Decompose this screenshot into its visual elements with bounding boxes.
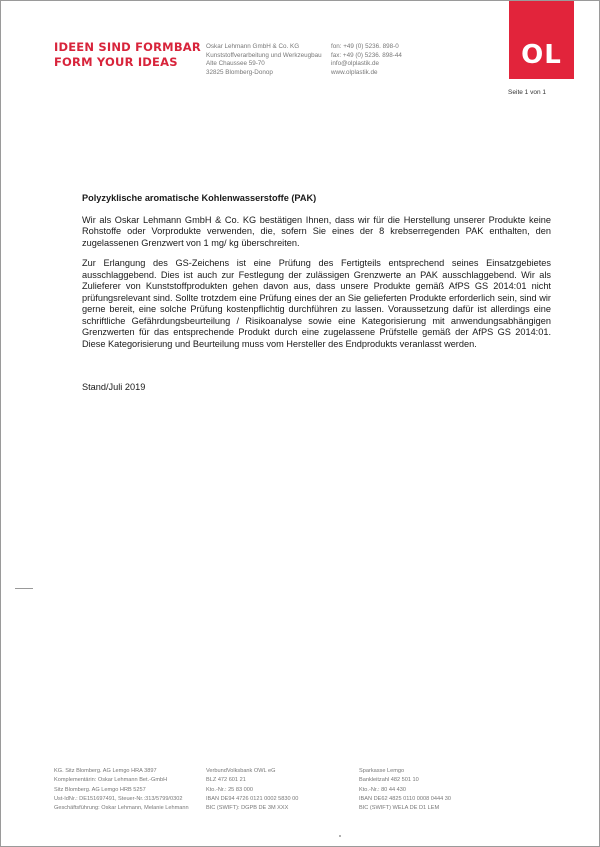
slogan-line: FORM YOUR IDEAS [54,55,178,69]
footer-bank-volksbank [206,767,298,813]
footer-bank-sparkasse [359,767,451,813]
address-line: Kunststoffverarbeitung und Werkzeugbau [206,51,322,59]
footer-line: VerbundVolksbank OWL eG [206,768,276,774]
footer-line: Kto.-Nr.: 25 83 000 [206,786,253,793]
footer-line: IBAN DE94 4726 0121 0002 5830 00 [206,795,299,802]
company-contact [331,43,402,77]
footer-line: Kto.-Nr.: 80 44 430 [359,786,406,793]
address-line: Alte Chaussee 59-70 [206,60,265,68]
footer-line: BIC (SWIFT): DGPB DE 3M XXX [206,805,289,812]
footer-line: BLZ 472 601 21 [206,777,246,784]
address-line: 32825 Blomberg-Donop [206,68,273,76]
contact-fax: fax: +49 (0) 5236. 898-44 [331,51,402,59]
contact-phone: fon: +49 (0) 5236. 898-0 [331,43,399,50]
document-date: Stand/Juli 2019 [82,382,146,392]
footer-line: Ust-IdNr.: DE151697491, Steuer-Nr.:313/5799/0302 [54,795,183,802]
footer-line: Bankleitzahl 482 501 10 [359,777,419,784]
company-slogan [54,40,201,70]
company-logo [509,1,574,79]
footer-line: BIC (SWIFT) WELA DE D1 LEM [359,805,440,812]
footer-line: Komplementärin: Oskar Lehmann Bet.-GmbH [54,777,168,784]
document-title: Polyzyklische aromatische Kohlenwasserstoffe (PAK) [82,193,317,203]
footer-line: Sitz Blomberg. AG Lemgo HRB 5257 [54,786,146,793]
document-body [82,193,551,394]
body-paragraph: Wir als Oskar Lehmann GmbH & Co. KG bestätigen Ihnen, dass wir für die Herstellung unserer Produkte keine Rohstoffe oder Vorprodukte verwenden, die, sofern Sie eines der 8 krebserregenden PAK enthalten, den zugelassenen Grenzwert von 1 mg/ kg überschreiten. [82,214,551,248]
page-number: Seite 1 von 1 [508,89,546,96]
footer-line: IBAN DE62 4825 0110 0008 0444 30 [359,795,451,802]
contact-website: www.olplastik.de [331,68,378,76]
footer-line: Sparkasse Lemgo [359,768,405,774]
footer-dot [339,835,341,837]
footer-line: KG. Sitz Blomberg. AG Lemgo HRA 3897 [54,768,157,774]
footer-company-info [54,767,189,813]
logo-text: OL [521,40,562,70]
contact-email: info@olplastik.de [331,60,380,68]
footer-line: Geschäftsführung: Oskar Lehmann, Melanie Lehmann [54,805,189,812]
body-paragraph: Zur Erlangung des GS-Zeichens ist eine Prüfung des Fertigteils entsprechend seines Einsatzgebietes ausschlaggebend. Dies ist auch zur Festlegung der zulässigen Grenzwerte an PAK ausschlaggebend. Wir als Zulieferer von Kunststoffprodukten gehen davon aus, dass unsere Produkte gemäß AfPS GS 2014:01 nicht prüfungsrelevant sind. Sollte trotzdem eine Prüfung eines der an Sie gelieferten Produkte erforderlich sein, sind wir gerne bereit, eine solche Prüfung kostenpflichtig durchführen zu lassen. Voraussetzung dafür ist allerdings eine schriftliche Gefährdungsbeurteilung / Risikoanalyse sowie eine Kategorisierung mit anwendungsabhängigen Grenzwerten für das entsprechende Produkt durch eine zugelassene Prüfstelle gemäß der AfPS GS 2014:01. Diese Kategorisierung und Beurteilung muss vom Hersteller des Endprodukts veranlasst werden. [82,258,551,349]
address-line: Oskar Lehmann GmbH & Co. KG [206,43,300,50]
slogan-line: IDEEN SIND FORMBAR [54,40,201,54]
fold-mark [15,588,33,589]
company-address [206,43,322,77]
